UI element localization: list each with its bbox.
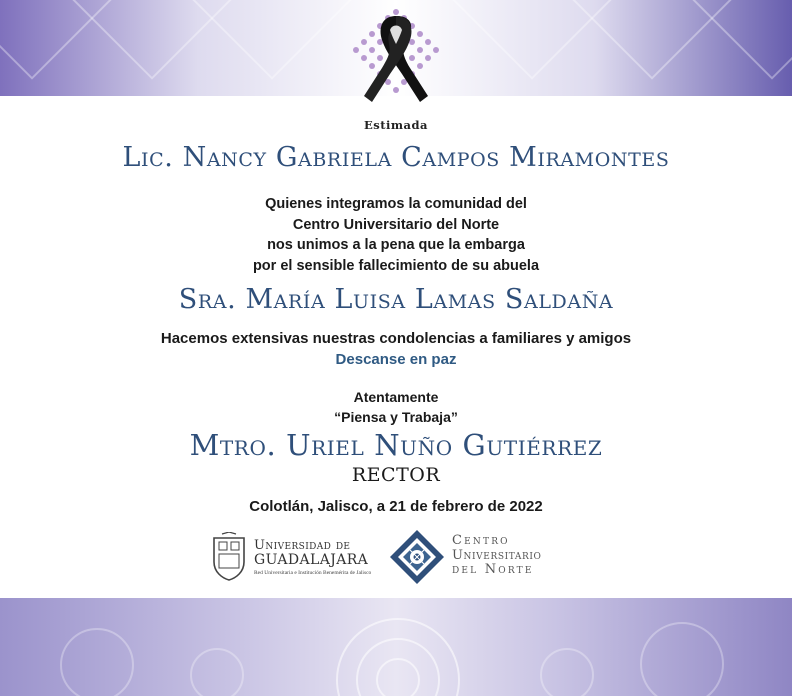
cunorte-emblem-icon — [388, 528, 446, 586]
condolences-text: Hacemos extensivas nuestras condolencias a familiares y amigos — [160, 330, 632, 347]
closing — [0, 387, 792, 427]
cunorte-logo — [388, 528, 578, 588]
cunorte-line: Centro — [452, 533, 510, 548]
bottom-decorative-band — [0, 598, 792, 696]
signer-name: Mtro. Uriel Nuño Gutiérrez — [189, 428, 603, 462]
udg-name — [254, 538, 368, 568]
message-line: nos unimos a la pena que la embarga — [267, 237, 525, 253]
motto: “Piensa y Trabaja” — [334, 409, 458, 425]
message-line: Centro Universitario del Norte — [292, 216, 500, 233]
udg-line: GUADALAJARA — [254, 552, 369, 568]
udg-line: Universidad de — [254, 538, 351, 553]
date-place: Colotlán, Jalisco, a 21 de febrero de 2022 — [249, 498, 543, 515]
message-line: Quienes integramos la comunidad del — [265, 196, 527, 212]
udg-crest-icon — [210, 532, 248, 582]
cunorte-line: Universitario — [452, 547, 542, 563]
mourning-ribbon-icon — [344, 6, 448, 112]
message-line: por el sensible fallecimiento de su abuela — [252, 257, 540, 274]
cunorte-name — [452, 534, 541, 578]
deceased-name: Sra. María Luisa Lamas Saldaña — [178, 284, 614, 315]
closing-line: Atentamente — [353, 389, 439, 405]
udg-tagline: Red Universitaria e Institución Benemérita de Jalisco — [254, 570, 372, 576]
honoree-name: Lic. Nancy Gabriela Campos Miramontes — [122, 142, 670, 173]
greeting: Estimada — [363, 118, 429, 132]
udg-logo — [210, 532, 370, 584]
condolence-message — [0, 194, 792, 276]
rest-in-peace: Descanse en paz — [335, 351, 457, 368]
signer-title: RECTOR — [351, 464, 441, 486]
cunorte-line: del Norte — [452, 562, 534, 577]
